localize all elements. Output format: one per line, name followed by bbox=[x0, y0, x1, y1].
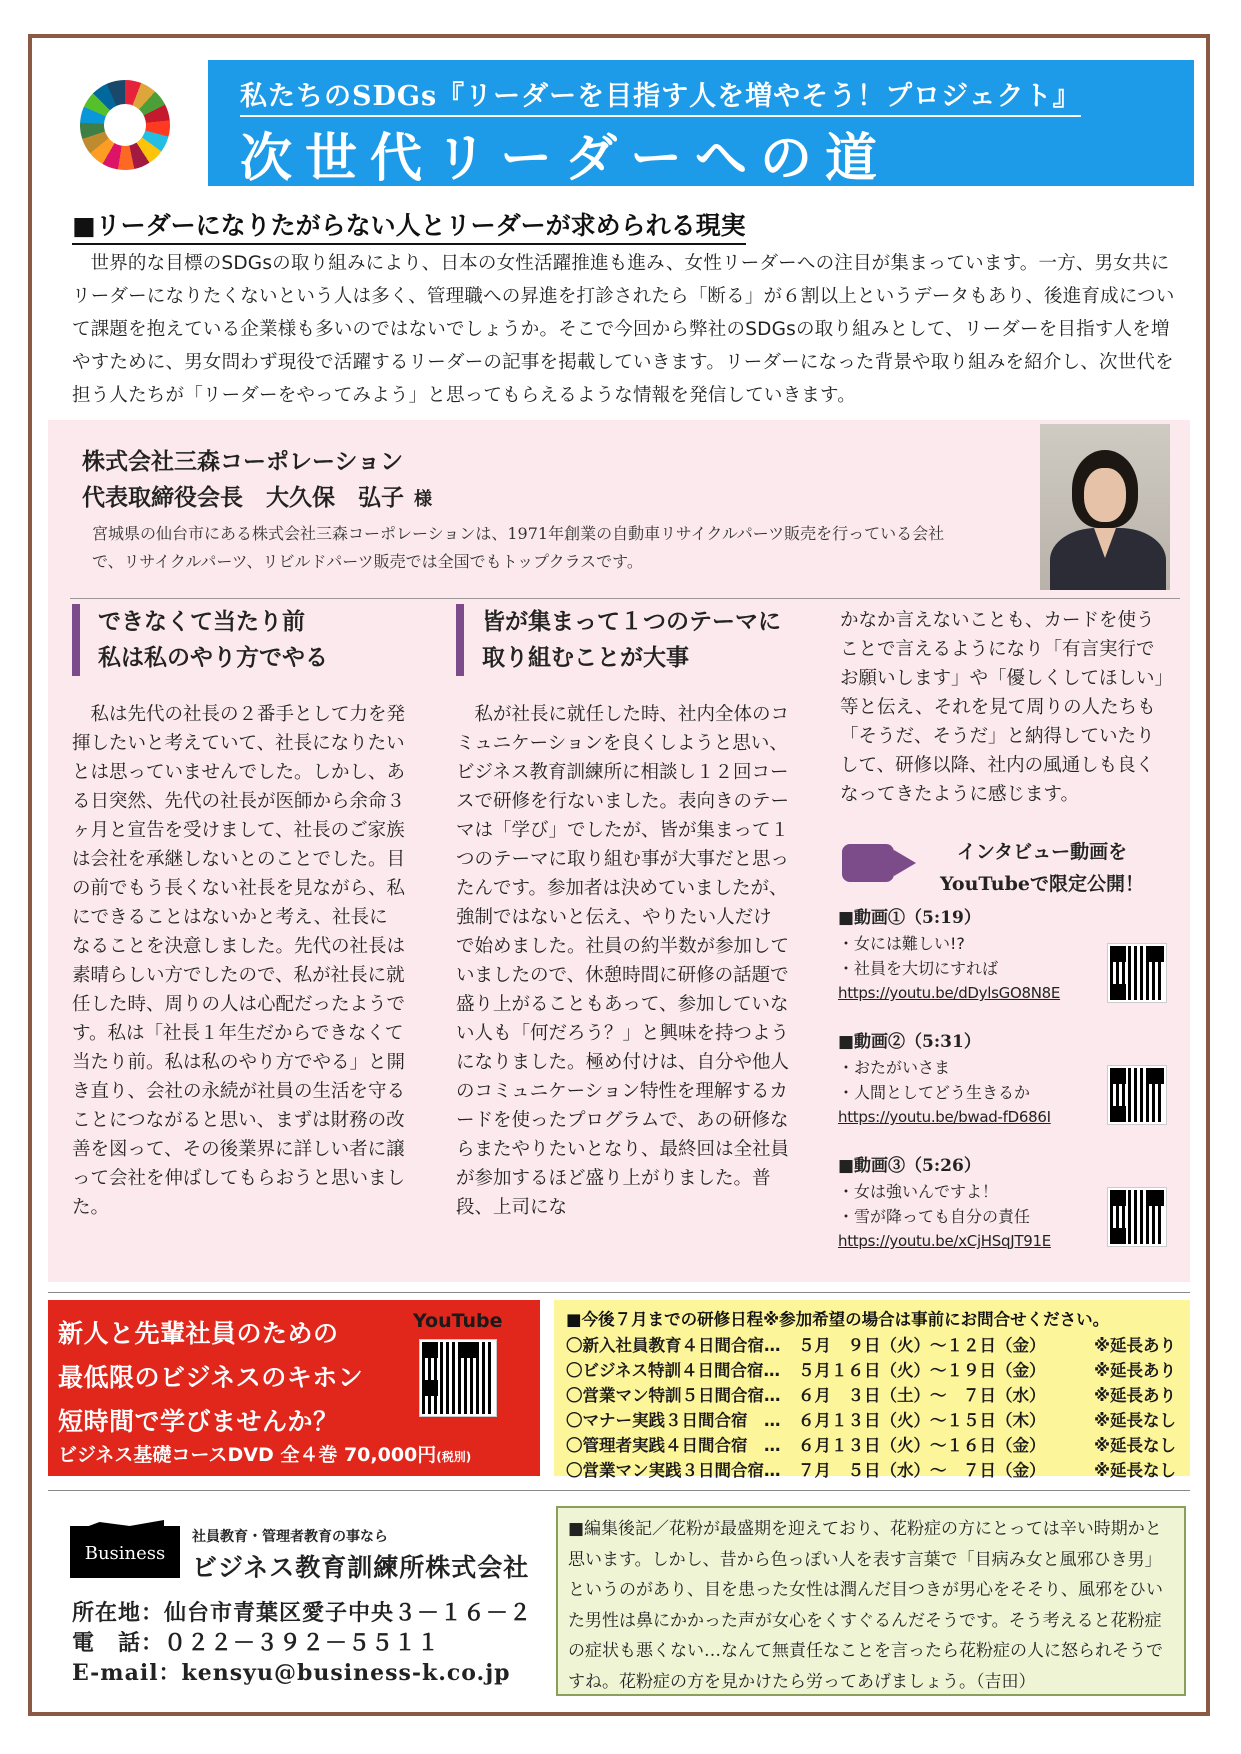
person-name: 代表取締役会長 大久保 弘子 bbox=[82, 484, 404, 511]
intro-heading: ■リーダーになりたがらない人とリーダーが求められる現実 bbox=[72, 206, 746, 245]
column2-heading-line1: 皆が集まって１つのテーマに bbox=[482, 608, 781, 635]
company-name-footer: ビジネス教育訓練所株式会社 bbox=[192, 1553, 530, 1582]
course-date: ６月１３日（火）～１５日（木） bbox=[798, 1411, 1046, 1430]
company-address: 所在地：仙台市青葉区愛子中央３－１６－２ bbox=[72, 1600, 533, 1626]
course-name: 〇マナー実践３日間合宿 … bbox=[566, 1411, 781, 1430]
editor-note-text: ■編集後記／花粉が最盛期を迎えており、花粉症の方にとっては辛い時期かと思います。しかし、昔から色っぽい人を表す言葉で「目病み女と風邪ひき男」というのがあり、目を患った女性は潤んだ目つきが男心をそそり、風邪をひいた男性は鼻にかかった声が女心をくすぐるんだそうです。そう考えると花粉症の症状も悪くない…なんて無責任なことを言ったら花粉症の人に怒られそうですね。花粉症の方を見かけたら労ってあげましょう。（吉田） bbox=[568, 1519, 1163, 1692]
video-item-1 bbox=[838, 906, 1088, 1006]
video-item-3 bbox=[838, 1154, 1088, 1254]
company-name: 株式会社三森コーポレーション bbox=[82, 448, 404, 475]
column1-heading-line2: 私は私のやり方でやる bbox=[98, 644, 328, 671]
video-link[interactable]: https://youtu.be/xCjHSqJT91E bbox=[838, 1232, 1051, 1250]
interviewee-photo bbox=[1040, 424, 1170, 590]
course-date: ６月１３日（火）～１６日（金） bbox=[798, 1436, 1046, 1455]
schedule-row bbox=[566, 1332, 1176, 1356]
company-phone: 電 話：０２２－３９２－５５１１ bbox=[72, 1630, 441, 1656]
promo-line1: 新人と先輩社員のための bbox=[58, 1319, 339, 1348]
video-heading-line1: インタビュー動画を bbox=[956, 841, 1128, 863]
section-divider bbox=[70, 598, 1180, 599]
video-topic: ・おたがいさま bbox=[838, 1058, 951, 1077]
course-date: ６月 ３日（土）～ ７日（水） bbox=[798, 1386, 1046, 1405]
schedule-heading: ■今後７月までの研修日程※参加希望の場合は事前にお問合せください。 bbox=[566, 1310, 1110, 1329]
column2-heading-line2: 取り組むことが大事 bbox=[482, 644, 689, 671]
course-note: ※延長あり bbox=[1094, 1336, 1177, 1355]
video-heading-line2: YouTubeで限定公開！ bbox=[940, 873, 1144, 895]
course-date: ７月 ５日（水）～ ７日（金） bbox=[798, 1461, 1046, 1480]
schedule-row bbox=[566, 1357, 1176, 1381]
column1-heading-line1: できなくて当たり前 bbox=[98, 608, 305, 635]
schedule-row bbox=[566, 1382, 1176, 1406]
business-logo: Business bbox=[70, 1526, 180, 1578]
course-note: ※延長なし bbox=[1094, 1461, 1177, 1480]
video-topic: ・女には難しい!? bbox=[838, 934, 965, 953]
column2-body: 私が社長に就任した時、社内全体のコミュニケーションを良くしようと思い、ビジネス教育訓練所に相談し１２回コースで研修を行ないました。表向きのテーマは「学び」でしたが、皆が集まって１つのテーマに取り組む事が大事だと思ったんです。参加者は決めていましたが、強制ではないと伝え、やりたい人だけで始めました。社員の約半数が参加していましたので、休憩時間に研修の話題で盛り上がることもあって、参加していない人も「何だろう？」と興味を持つようになりました。極め付けは、自分や他人のコミュニケーション特性を理解するカードを使ったプログラムで、あの研修ならまたやりたいとなり、最終回は全社員が参加するほど盛り上がりました。普段、上司にな bbox=[456, 704, 790, 1218]
course-name: 〇営業マン実践３日間合宿… bbox=[566, 1461, 781, 1480]
company-description: 宮城県の仙台市にある株式会社三森コーポレーションは、1971年創業の自動車リサイクルパーツ販売を行っている会社で、リサイクルパーツ、リビルドパーツ販売では全国でもトップクラスです。 bbox=[92, 524, 945, 571]
video-topic: ・女は強いんですよ！ bbox=[838, 1182, 999, 1201]
course-note: ※延長なし bbox=[1094, 1436, 1177, 1455]
course-name: 〇新入社員教育４日間合宿… bbox=[566, 1336, 781, 1355]
company-tagline: 社員教育・管理者教育の事なら bbox=[192, 1529, 388, 1545]
person-name-line bbox=[82, 480, 432, 518]
qr-code-icon[interactable] bbox=[1108, 1066, 1166, 1124]
course-date: ５月 ９日（火）～１２日（金） bbox=[798, 1336, 1046, 1355]
header-banner bbox=[208, 60, 1194, 189]
promo-product bbox=[58, 1440, 471, 1467]
course-name: 〇ビジネス特訓４日間合宿… bbox=[566, 1361, 781, 1380]
qr-code-icon[interactable] bbox=[1108, 944, 1166, 1002]
column3-body: かなか言えないことも、カードを使うことで言えるようになり「有言実行でお願いします」や「優しくしてほしい」等と伝え、それを見て周りの人たちも「そうだ、そうだ」と納得していたりして、研修以降、社内の風通しも良くなってきたように感じます。 bbox=[840, 610, 1164, 805]
video-topic: ・人間としてどう生きるか bbox=[838, 1083, 1031, 1102]
header-title: 次世代リーダーへの道 bbox=[240, 128, 891, 189]
intro-body: 世界的な目標のSDGsの取り組みにより、日本の女性活躍推進も進み、女性リーダーへの注目が集まっています。一方、男女共にリーダーになりたくないという人は多く、管理職への昇進を打診されたら「断る」が６割以上というデータもあり、後進育成について課題を抱えている企業様も多いのではないでしょうか。そこで今回から弊社のSDGsの取り組みとして、リーダーを目指す人を増やすために、男女問わず現役で活躍するリーダーの記事を掲載していきます。リーダーになった背景や取り組みを紹介し、次世代を担う人たちが「リーダーをやってみよう」と思ってもらえるような情報を発信していきます。 bbox=[72, 253, 1175, 406]
honorific: 様 bbox=[414, 489, 432, 510]
interviewee-info bbox=[82, 444, 432, 518]
video-heading bbox=[940, 836, 1144, 900]
video-title: ■動画①（5:19） bbox=[838, 908, 981, 928]
promo-line2: 最低限のビジネスのキホン bbox=[58, 1363, 364, 1392]
course-date: ５月１６日（火）～１９日（金） bbox=[798, 1361, 1046, 1380]
qr-code-icon[interactable] bbox=[1108, 1188, 1166, 1246]
header-subtitle: 私たちのSDGs『リーダーを目指す人を増やそう！プロジェクト』 bbox=[240, 74, 1081, 117]
video-title: ■動画②（5:31） bbox=[838, 1032, 981, 1052]
training-schedule-box bbox=[554, 1300, 1190, 1480]
section-divider bbox=[48, 1490, 1190, 1491]
editor-note-box bbox=[556, 1506, 1186, 1696]
schedule-row bbox=[566, 1432, 1176, 1456]
course-name: 〇管理者実践４日間合宿 … bbox=[566, 1436, 781, 1455]
dvd-promo-box bbox=[48, 1300, 540, 1476]
sdgs-wheel-logo bbox=[80, 80, 170, 170]
promo-tax: (税別) bbox=[436, 1450, 472, 1464]
course-name: 〇営業マン特訓５日間合宿… bbox=[566, 1386, 781, 1405]
column1-body: 私は先代の社長の２番手として力を発揮したいと考えていて、社長になりたいとは思っていませんでした。しかし、ある日突然、先代の社長が医師から余命３ヶ月と宣告を受けまして、社長のご家族は会社を承継しないとのことでした。目の前でもう長くない社長を見ながら、私にできることはないかと考え、社長になることを決意しました。先代の社長は素晴らしい方でしたので、私が社長に就任した時、周りの人は心配だったようです。私は「社長１年生だからできなくて当たり前。私は私のやり方でやる」と開き直り、会社の永続が社員の生活を守ることにつながると思い、まずは財務の改善を図って、その後業界に詳しい者に譲って会社を伸ばしてもらおうと思いました。 bbox=[72, 704, 406, 1218]
company-email[interactable]: E-mail：kensyu@business-k.co.jp bbox=[72, 1660, 511, 1686]
promo-line3: 短時間で学びませんか？ bbox=[58, 1407, 339, 1436]
video-camera-icon bbox=[842, 844, 894, 882]
youtube-label: YouTube bbox=[413, 1310, 503, 1332]
video-topic: ・雪が降っても自分の責任 bbox=[838, 1207, 1031, 1226]
schedule-row bbox=[566, 1407, 1176, 1431]
course-note: ※延長あり bbox=[1094, 1361, 1177, 1380]
column2-heading bbox=[456, 604, 781, 676]
video-item-2 bbox=[838, 1030, 1088, 1130]
video-link[interactable]: https://youtu.be/bwad-fD686I bbox=[838, 1108, 1051, 1126]
course-note: ※延長あり bbox=[1094, 1386, 1177, 1405]
video-topic: ・社員を大切にすれば bbox=[838, 959, 999, 978]
column1-heading bbox=[72, 604, 328, 676]
video-link[interactable]: https://youtu.be/dDylsGO8N8E bbox=[838, 984, 1061, 1002]
promo-product-text: ビジネス基礎コースDVD 全４巻 70,000円 bbox=[58, 1444, 437, 1466]
video-title: ■動画③（5:26） bbox=[838, 1156, 981, 1176]
course-note: ※延長なし bbox=[1094, 1411, 1177, 1430]
section-divider bbox=[48, 1292, 1190, 1293]
qr-code-icon[interactable] bbox=[420, 1340, 496, 1416]
schedule-row bbox=[566, 1457, 1176, 1481]
